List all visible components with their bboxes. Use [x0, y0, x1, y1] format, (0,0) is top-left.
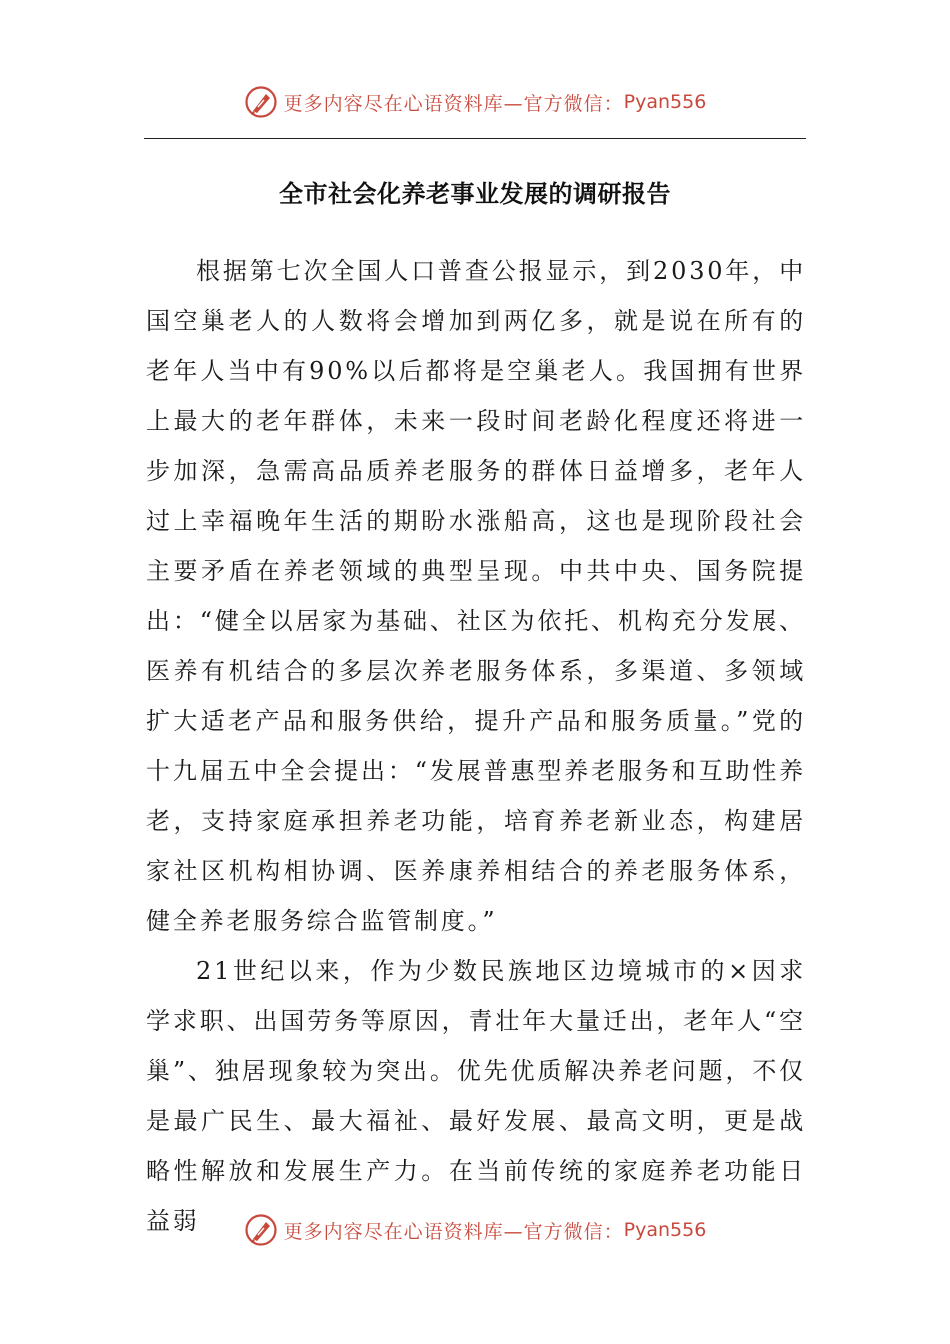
header-divider	[144, 138, 806, 139]
document-title: 全市社会化养老事业发展的调研报告	[279, 180, 671, 208]
paragraph: 21世纪以来，作为少数民族地区边境城市的×因求学求职、出国劳务等原因，青壮年大量迁出，老年人“空巢”、独居现象较为突出。优先优质解决养老问题，不仅是最广民生、最大福祉、最好发展、最高文明，更是战略性解放和发展生产力。在当前传统的家庭养老功能日益弱	[146, 957, 806, 1235]
banner-text: 更多内容尽在心语资料库—官方微信：	[283, 92, 624, 115]
wechat-id: Pyan556	[623, 1219, 707, 1241]
wechat-id: Pyan556	[623, 91, 707, 113]
document-body	[146, 246, 806, 1246]
header-banner	[0, 80, 950, 124]
banner-text: 更多内容尽在心语资料库—官方微信：	[283, 1220, 624, 1243]
pen-nib-logo-icon	[244, 85, 278, 119]
paragraph: 根据第七次全国人口普查公报显示，到2030年，中国空巢老人的人数将会增加到两亿多，就是说在所有的老年人当中有90%以后都将是空巢老人。我国拥有世界上最大的老年群体，未来一段时间老龄化程度还将进一步加深，急需高品质养老服务的群体日益增多，老年人过上幸福晚年生活的期盼水涨船高，这也是现阶段社会主要矛盾在养老领域的典型呈现。中共中央、国务院提出：“健全以居家为基础、社区为依托、机构充分发展、医养有机结合的多层次养老服务体系，多渠道、多领域扩大适老产品和服务供给，提升产品和服务质量。”党的十九届五中全会提出：“发展普惠型养老服务和互助性养老，支持家庭承担养老功能，培育养老新业态，构建居家社区机构相协调、医养康养相结合的养老服务体系，健全养老服务综合监管制度。”	[146, 257, 806, 935]
pen-nib-logo-icon	[244, 1213, 278, 1247]
footer-banner	[0, 1208, 950, 1252]
